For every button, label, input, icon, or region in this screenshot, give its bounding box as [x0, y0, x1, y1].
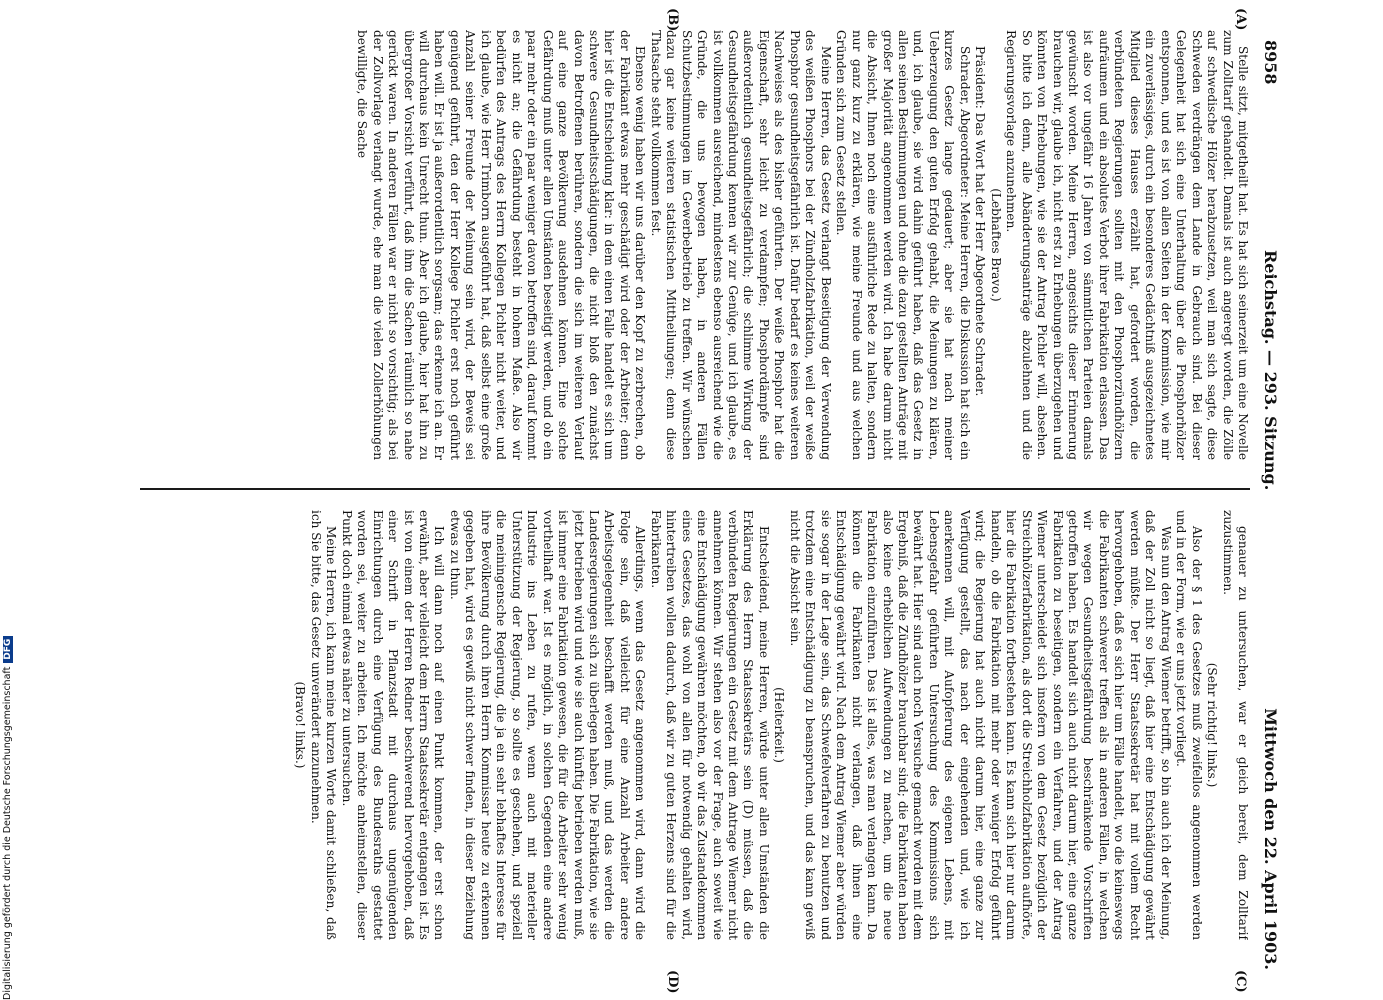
paragraph: Ebenso wenig haben wir uns darüber den Kopf zu zerbrechen, ob der Fabrikant etwas mehr geschädigt wird oder der Arbeiter; denn hier ist die Entscheidung klar: in dem einen Falle handelt es sich um schwere Gesundheitsschädigungen, die nicht bloß den zunächst davon Betroffenen berühren, sondern die sich im weiteren Verlauf auf eine ganze Bevölkerung ausdehnen können. Eine solche Gefährdung muß unter allen Umständen beseitigt werden, und ob ein paar mehr oder ein paar weniger davon betroffen sind, darauf kommt es nicht an; die Gefährdung besteht in hohem Maße. Also wir bedürfen des Antrags des Herrn Kollegen Pichler nicht weiter, und ich glaube, wie Herr Trimborn ausgeführt hat, daß selbst eine große Anzahl seiner Freunde der Meinung sein wird, der Beweis sei genügend geführt, den der Herr Kollege Pichler erst noch geführt haben will. Er ist ja außerordentlich sorgsam; das erkenne ich an. Er will durchaus kein Unrecht thun. Aber ich glaube, hier hat ihn zu übergroßer Vorsicht verführt, daß ihm die Sachen räumlich so nahe gerückt waren. In anderen Fällen war er nicht so vorsichtig; als bei der Zollvorlage verlangt wurde, ehe man die vielen Zollerhöhungen bewilligte, die Sache	[354, 30, 647, 460]
session-title: Reichstag. — 293. Sitzung.	[1260, 250, 1280, 491]
paragraph: Stelle sitzt, mitgetheilt hat. Es hat sich seinerzeit um eine Novelle zum Zolltarif gehandelt. Damals ist auch angeregt worden, die Zölle auf schwedische Hölzer herabzusetzen, weil man sich sagte, diese Schweden verdrängen dem Lande in Gebrauch sind. Bei dieser Gelegenheit hat sich eine Unterhaltung über die Phosphorhölzer entsponnen, und es ist von allen Seiten in der Kommission, wie mir ein zuverlässiges, durch ein besonderes Gedächtniß ausgezeichnetes Mitglied dieses Hauses erzählt hat, gefordert worden, die verbündeten Regierungen sollten mit den Phosphorzündhölzern aufräumen und ein absolutes Verbot ihrer Fabrikation erlassen. Das ist also vor ungefähr 16 Jahren von sämmtlichen Parteien damals gewünscht worden. Meine Herren, angesichts dieser Erinnerung brauchen wir, glaube ich, nicht erst zu Erhebungen überzugehen und könnten von Erhebungen, wie sie der Antrag Pichler will, absehen. So bitte ich denn, alle Abänderungsanträge abzulehnen und die Regierungsvorlage anzunehmen.	[1003, 30, 1250, 460]
rotated-document-page	[1, 0, 1292, 1000]
session-date: Mittwoch den 22. April 1903.	[1260, 708, 1280, 970]
margin-mark-a: (A)	[1232, 8, 1248, 31]
column-divider	[140, 488, 1250, 490]
paragraph: Was nun den Antrag Wiemer betrifft, so bin auch ich der Meinung, daß der Zoll nicht so liegt, daß hier eine Entschädigung gewährt werden müßte. Der Herr Staatssekretär hat mit vollem Recht hervorgehoben, daß es sich hier um Fälle handelt, wo die keineswegs die Fabrikanten schwerer treffen als in anderen Fällen, in welchen wir wegen Gesundheitsgefährdung beschränkende Vorschriften getroffen haben. Es handelt sich auch nicht darum hier, eine ganze Fabrikation zu beseitigen, sondern ein Verfahren, und der Antrag Wiemer unterscheidet sich insofern von dem Gesetz bezüglich der Streichhölzerfabrikation, als dort die Streichholzfabrikation aufhörte, hier die Fabrikation fortbestehen kann. Es kann sich hier nur darum handeln, ob die Fabrikation mit mehr oder weniger Erfolg geführt wird; die Regierung hat auch nicht darum hier, eine ganze zur Verfügung gestellt, das nach der eingehenden und, wie ich anerkennen will, mit Aufopferung des eigenen Lebens, mit Lebensgefahr geführten Untersuchung des Kommissions sich bewährt hat. Hier sind auch noch Versuche gemacht worden mit dem Ergebniß, daß die Zündhölzer brauchbar sind; die Fabrikanten haben also keine erheblichen Aufwendungen zu machen, um die neue Fabrikation einzuführen. Das ist alles, was man verlangen kann. Da können die Fabrikanten nicht verlangen, daß ihnen eine Entschädigung gewährt wird. Nach dem Antrag Wiemer aber würden sie sogar in der Lage sein, das Schwefelverfahren zu benutzen und trotzdem eine Entschädigung zu beanspruchen, und das kann gewiß nicht die Absicht sein.	[787, 510, 1173, 940]
credit-text: Digitalisierung gefördert durch die Deutsche Forschungsgemeinschaft	[2, 666, 13, 1000]
applause-note: (Bravo! links.)	[292, 681, 307, 769]
left-text-column	[30, 30, 1250, 460]
margin-mark-b: (B)	[664, 8, 680, 32]
paragraph: Ich will dann noch auf einen Punkt kommen, der erst schon erwähnt, aber vielleicht dem Herrn Staatssekretär entgangen ist. Es ist von einem der Herren Redner beschwerend hervorgehoben, daß einer Schrift in Pflanzstadt mit durchaus ungenügenden Einrichtungen durch eine Verfügung des Bundesraths gestattet worden sei, weiter zu arbeiten. Ich möchte anheimstellen, dieser Punkt doch einmal etwas näher zu untersuchen.	[339, 510, 446, 940]
page-header	[1258, 40, 1280, 970]
margin-mark-d: (D)	[664, 970, 680, 994]
margin-mark-c: (C)	[1232, 970, 1248, 993]
page-number: 8958	[1260, 40, 1280, 85]
laughter-note: (Heiterkeit.)	[771, 687, 786, 763]
dfg-logo: DFG	[3, 636, 13, 663]
paragraph: Also der § 1 des Gesetzes muß zweifellos angenommen werden und in der Form, wie er uns jetzt vorliegt.	[1173, 510, 1204, 940]
paragraph: Schrader, Abgeordneter: Meine Herren, die Diskussion hat sich ein kurzes Gesetz lange gedauert; aber sie hat nach meiner Ueberzeugung den guten Erfolg gehabt, die Meinungen zu klären, und, ich glaube, sie wird dahin geführt haben, daß das Gesetz in allen seinen Bestimmungen und ohne die dazu gestellten Anträge mit großer Majorität angenommen werden wird. Ich habe darum nicht die Absicht, Ihnen noch eine ausführliche Rede zu halten, sondern nur ganz kurz zu erklären, wie meine Freunde und aus welchen Gründen sich zum Gesetz stellen.	[833, 30, 972, 460]
paragraph: Entscheidend, meine Herren, würde unter allen Umständen die Erklärung des Herrn Staatssekretärs sein (D) müssen, daß die verbündeten Regierungen ein Gesetz mit dem Antrage Wiemer nicht annehmen können. Wir stehen also vor der Frage, auch soweit wie eine Entschädigung gewähren möchten, ob wir das Zustandekommen eines Gesetzes, das wohl von allen für notwendig gehalten wird, hintertreiben wollen dadurch, daß wir zu guten Herzens sind für die Fabrikanten.	[648, 510, 771, 940]
applause-note: (Lebhaftes Bravo.)	[988, 188, 1003, 302]
interjection-note: (Sehr richtig! links.)	[1204, 662, 1219, 788]
paragraph: Allerdings, wenn das Gesetz angenommen wird, dann wird die Folge sein, daß vielleicht für eine Anzahl Arbeiter andere Arbeitsgelegenheit beschafft werden muß, und das werden die Landesregierungen sich zu überlegen haben. Die Fabrikation, wie sie jetzt betrieben wird und wie sie auch künftig betrieben werden muß, ist immer eine Fabrikation gewesen, die für die Arbeiter sehr wenig vortheilhaft war. Ist es möglich, in solchen Gegenden eine andere Industrie ins Leben zu rufen, wenn auch mit materieller Unterstützung der Regierung, so sollte es geschehen, und speziell die meiningensche Regierung, die ja ein sehr lebhaftes Interesse für ihre Bevölkerung durch ihren Herrn Kommissar heute zu erkennen gegeben hat, wird es gewiß nicht schwer finden, in dieser Beziehung etwas zu thun.	[447, 510, 647, 940]
digitization-credit	[2, 0, 14, 1000]
paragraph: Präsident: Das Wort hat der Herr Abgeordnete Schrader.	[972, 46, 987, 397]
paragraph: Meine Herren, das Gesetz verlangt Beseitigung der Verwendung des weißen Phosphors bei der Zündholzfabrikation, weil der weiße Phosphor gesundheitsgefährlich ist. Dafür bedarf es keines weiteren Nachweises als des bisher geführten. Der weiße Phosphor hat die Eigenschaft, sehr leicht zu verdampfen; Phosphordämpfe sind außerordentlich gesundheitsgefährlich; die schlimme Wirkung der Gesundheitsgefährdung kennen wir zur Genüge, und ich glaube, es ist vollkommen ausreichend, mindestens ebenso ausreichend wie die Gründe, die uns bewogen haben, in anderen Fällen Schutzbestimmungen im Gewerbebetrieb zu treffen. Wir wünschen dazu gar keine weiteren statistischen Mittheilungen; denn diese Thatsache steht vollkommen fest.	[648, 30, 833, 460]
paragraph: Meine Herren, ich kann meine kurzen Worte damit schließen, daß ich Sie bitte, das Gesetz unverändert anzunehmen.	[308, 510, 338, 940]
right-text-column	[30, 510, 1250, 940]
paragraph: genauer zu untersuchen, war er gleich bereit, dem Zolltarif zuzustimmen.	[1220, 510, 1250, 940]
